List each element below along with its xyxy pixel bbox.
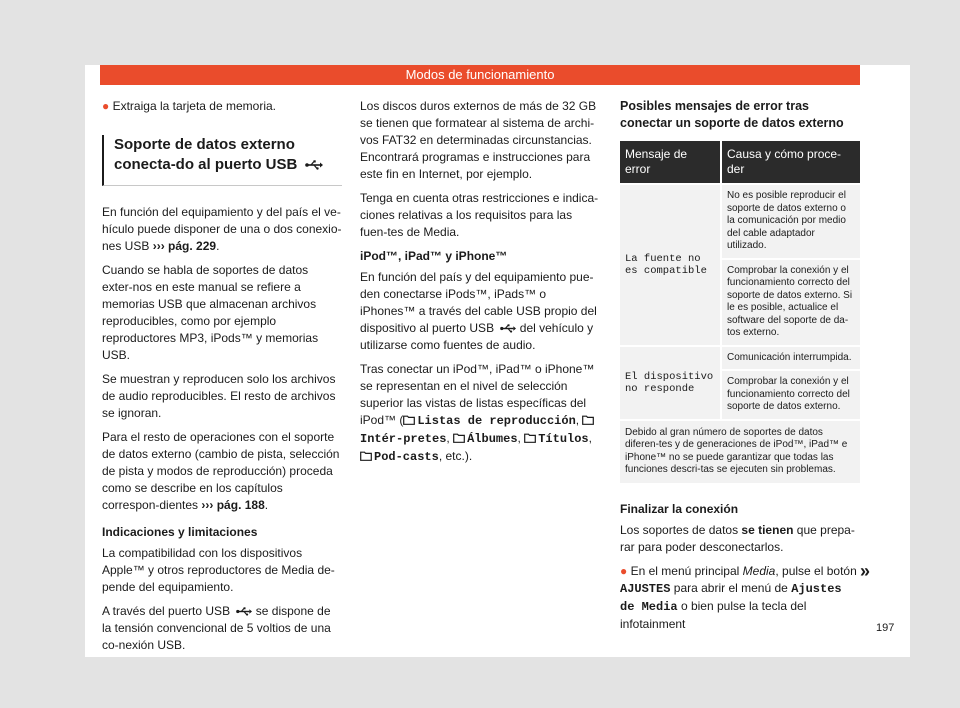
table-row — [620, 347, 860, 370]
paragraph-text: que prepa-rar para poder desconectarlos. — [620, 522, 855, 554]
paragraph — [102, 603, 342, 654]
menu-item-titles[interactable]: Títulos — [538, 432, 589, 446]
paragraph: Cuando se habla de soportes de datos exter-nos en este manual se refiere a memorias USB que almacenan archivos reproducibles, como por ejemplo reproductores MP3, iPods™ y memorias USB. — [102, 263, 319, 362]
paragraph-text: se dispone de la tensión convencional de 5 voltios de una co-nexión USB. — [102, 604, 331, 652]
table-row — [620, 421, 860, 483]
menu-item-albums[interactable]: Álbumes — [467, 432, 518, 446]
bullet-icon: ● — [102, 99, 110, 113]
usb-icon — [305, 160, 323, 170]
subheading: Indicaciones y limitaciones — [102, 525, 258, 539]
paragraph-text: Para el resto de operaciones con el soporte de datos externo (cambio de pista, selección de pista y modos de reproducción) proceda como se describe en los capítulos correspon-dientes — [102, 430, 340, 512]
usb-icon — [500, 324, 516, 333]
table-row — [620, 185, 860, 258]
page-ref-link[interactable]: ››› pág. 229 — [152, 239, 217, 253]
table-header-row — [620, 141, 860, 183]
paragraph-text: o bien pulse la tecla del infotainment — [620, 598, 807, 631]
paragraph-text: Los soportes de datos — [620, 522, 739, 537]
paragraph — [360, 361, 600, 466]
separator: , — [517, 431, 521, 445]
ajustes-button-label[interactable]: AJUSTES — [620, 581, 671, 596]
cause-cell: No es posible reproducir el soporte de datos externo o la comunicación por medio del cable adaptador utilizado. — [720, 185, 860, 258]
menu-item-playlists[interactable]: Listas de reproducción — [417, 414, 576, 428]
error-code-cell: La fuente no es compatible — [620, 185, 720, 345]
folder-icon — [524, 433, 536, 443]
separator: , — [588, 431, 592, 445]
bullet-icon: ● — [620, 563, 628, 578]
paragraph-text: En función del equipamiento y del país el ve-hículo puede disponer de una o dos conexio-nes USB — [102, 205, 342, 253]
menu-item-podcasts[interactable]: Pod-casts — [374, 450, 439, 464]
column-middle — [360, 98, 600, 473]
page-number: 197 — [876, 622, 895, 634]
column-right — [620, 98, 860, 640]
paragraph-text: En función del país y del equipamiento pue-den conectarse iPods™, iPads™ o iPhones™ a través del cable USB propio del dispositivo al puerto USB — [360, 270, 597, 335]
error-messages-table — [620, 139, 860, 485]
paragraph: En función del equipamiento y del país el ve-hículo puede disponer de una o dos conexio-nes USB ››› pág. 229. — [102, 205, 342, 253]
paragraph-text: , pulse el botón — [775, 563, 857, 578]
bullet-item — [620, 563, 860, 633]
page-ref-link[interactable]: ››› pág. 188 — [201, 498, 265, 512]
paragraph — [360, 269, 600, 354]
bullet-item — [102, 98, 342, 115]
section-title-text: Soporte de datos externo conecta-do al puerto USB — [114, 136, 298, 173]
cause-cell: Comprobar la conexión y el funcionamiento correcto del soporte de datos externo. — [720, 371, 860, 419]
separator: , — [575, 413, 580, 427]
paragraph-text: Tras conectar un iPod™, iPad™ o iPhone™ se representan en el nivel de selección superior las vistas de listas específicas del iPod™ ( — [360, 362, 595, 427]
table-header-cell: Mensaje de error — [620, 141, 720, 183]
paragraph: Tenga en cuenta otras restricciones e indica-ciones relativas a los requisitos para las fuen-tes de Media. — [360, 191, 599, 239]
paragraph: Para el resto de operaciones con el soporte de datos externo (cambio de pista, selección de pista y modos de reproducción) proceda como se describe en los capítulos correspon-dientes ››› pág. 188. — [102, 430, 340, 512]
emphasis-text: se tienen — [741, 522, 794, 537]
table-header-cell: Causa y cómo proce-der — [720, 141, 860, 183]
error-code-cell: El dispositivo no responde — [620, 347, 720, 419]
table-title: Posibles mensajes de error tras conectar un soporte de datos externo — [620, 99, 844, 130]
menu-item-artists[interactable]: Intér-pretes — [360, 432, 447, 446]
paragraph: La compatibilidad con los dispositivos Apple™ y otros reproductores de Media de-pende del equipamiento. — [102, 546, 335, 594]
folder-icon — [453, 433, 465, 443]
paragraph: Los discos duros externos de más de 32 GB se tienen que formatear al sistema de archi-vos FAT32 en determinadas circunstancias. Encontrará programas e instrucciones para este fin en Internet, por ejemplo. — [360, 99, 597, 181]
paragraph-text: , etc.). — [438, 449, 473, 463]
column-left — [102, 98, 342, 661]
subheading: Finalizar la conexión — [620, 501, 739, 516]
table-note-cell: Debido al gran número de soportes de datos diferen-tes y de generaciones de iPod™, iPad™ e iPhone™ no se puede garantizar que todas las funciones descri-tas se ejecuten sin problemas. — [620, 421, 860, 483]
section-title — [102, 135, 342, 186]
paragraph-text: En el menú principal — [630, 563, 740, 578]
folder-icon — [360, 451, 372, 461]
paragraph-text: A través del puerto USB — [102, 604, 231, 618]
ajustes-media-menu-label[interactable]: Ajustes de Media — [620, 581, 842, 614]
paragraph — [620, 522, 860, 556]
separator: , — [446, 431, 450, 445]
folder-icon — [403, 415, 415, 425]
paragraph-text: del vehículo y utilizarse como fuentes de audio. — [360, 321, 594, 352]
subheading: iPod™, iPad™ y iPhone™ — [360, 249, 508, 263]
paragraph: Se muestran y reproducen solo los archivos de audio reproducibles. El resto de archivos se ignoran. — [102, 372, 336, 420]
page-header: Modos de funcionamiento — [100, 65, 860, 85]
cause-cell: Comprobar la conexión y el funcionamiento correcto del soporte de datos externo. Si le es posible, actualice el software del soporte de da-tos externo. — [720, 260, 860, 345]
paragraph-text: para abrir el menú de — [673, 580, 788, 595]
cause-cell: Comunicación interrumpida. — [720, 347, 860, 370]
folder-icon — [582, 415, 594, 425]
usb-icon — [236, 607, 252, 616]
emphasis-text: Media — [742, 563, 776, 578]
continued-marker: » — [860, 561, 871, 581]
bullet-text: Extraiga la tarjeta de memoria. — [112, 99, 276, 113]
